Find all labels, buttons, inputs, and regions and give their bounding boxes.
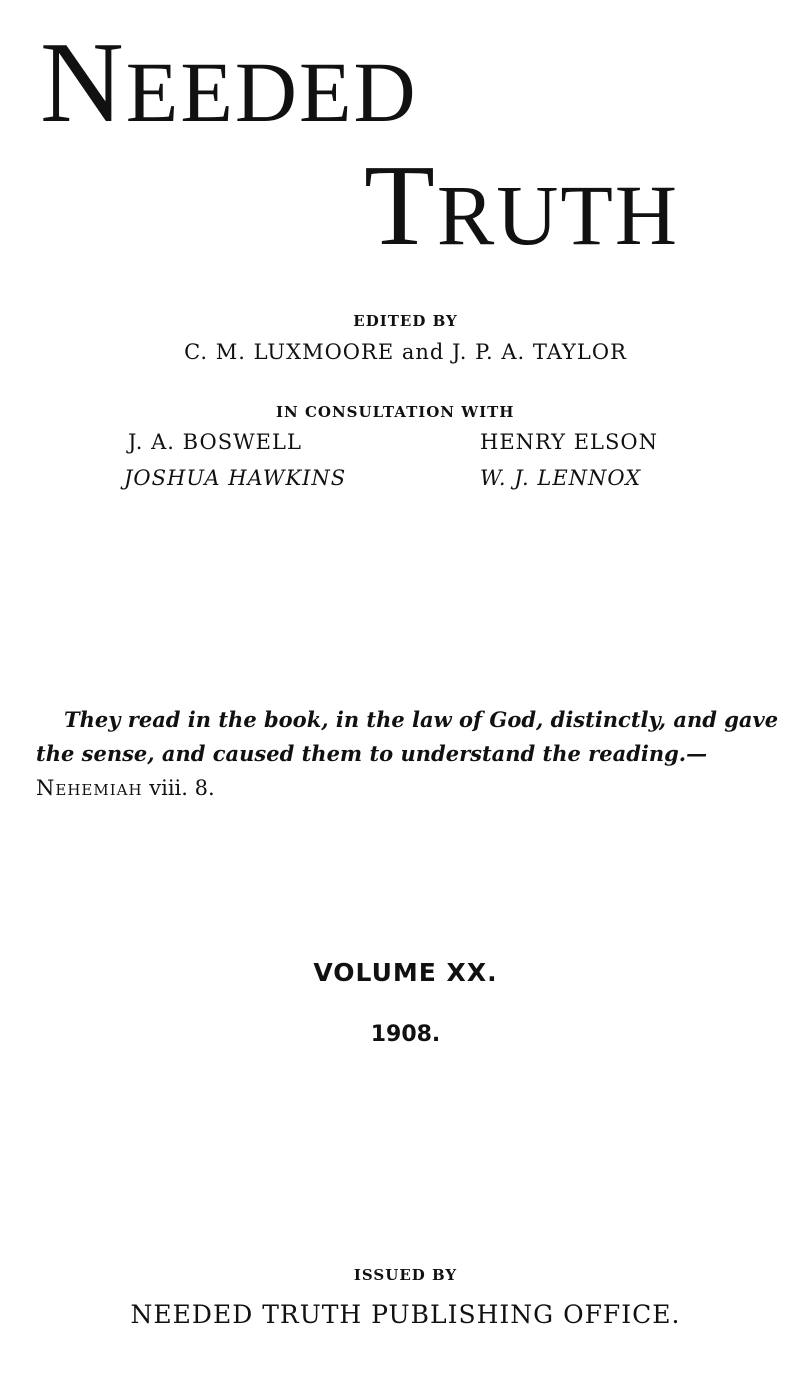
- title-needed: [40, 19, 418, 147]
- consultant-name: HENRY ELSON: [480, 430, 658, 454]
- editors-line: C. M. LUXMOORE and J. P. A. TAYLOR: [184, 340, 627, 364]
- title-needed-initial: N: [40, 19, 126, 147]
- title-truth-rest: RUTH: [436, 167, 679, 263]
- epigraph-reference: [36, 776, 215, 800]
- epigraph-reference-book: Nehemiah: [36, 776, 143, 800]
- title-truth-initial: T: [364, 142, 437, 270]
- edited-by-label: EDITED BY: [353, 312, 458, 330]
- issued-by-label: ISSUED BY: [353, 1266, 458, 1284]
- epigraph: [36, 703, 781, 805]
- publication-year: 1908.: [370, 1022, 441, 1047]
- epigraph-reference-verse: viii. 8.: [142, 776, 215, 800]
- epigraph-text: They read in the book, in the law of God, distinctly, and gave the sense, and caused them to understand the reading.—: [36, 707, 779, 766]
- title-truth: [364, 142, 679, 270]
- consultant-name: W. J. LENNOX: [480, 466, 642, 490]
- consultant-name: JOSHUA HAWKINS: [124, 466, 347, 490]
- consultation-label: IN CONSULTATION WITH: [276, 403, 515, 421]
- title-needed-rest: EEDED: [125, 44, 418, 140]
- consultant-name: J. A. BOSWELL: [128, 430, 302, 454]
- volume-number: VOLUME XX.: [313, 958, 498, 987]
- publisher-name: NEEDED TRUTH PUBLISHING OFFICE.: [130, 1300, 681, 1329]
